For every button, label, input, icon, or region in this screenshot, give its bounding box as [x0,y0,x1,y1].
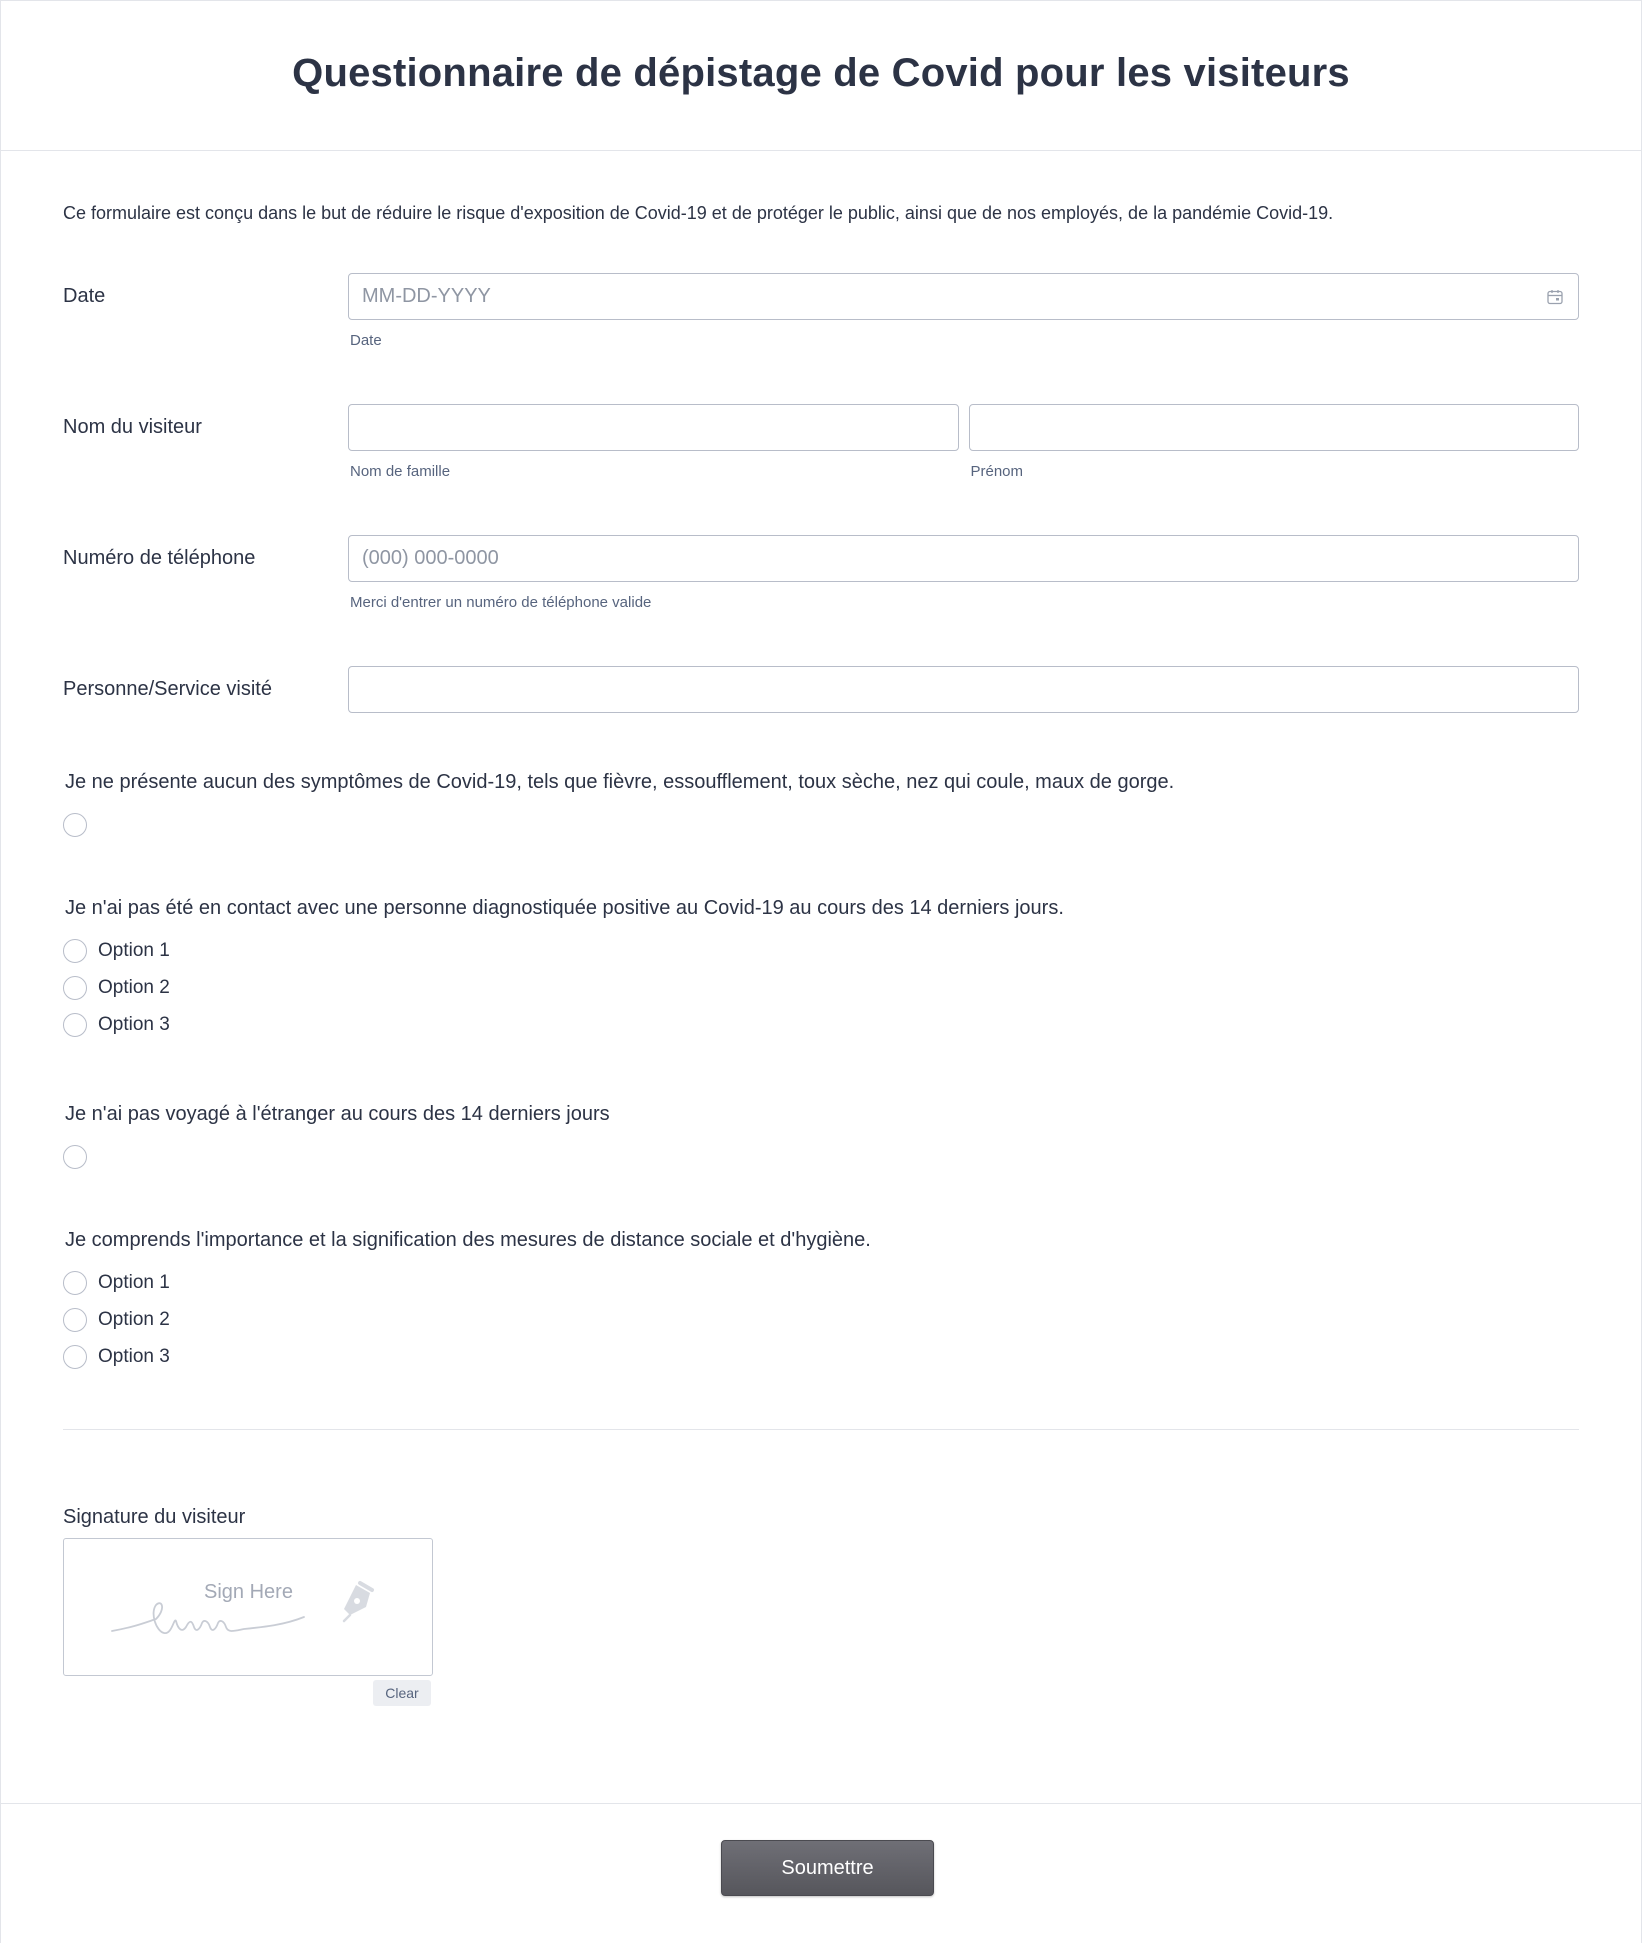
visited-label: Personne/Service visité [63,678,272,700]
date-placeholder: MM-DD-YYYY [362,285,491,307]
question-1 [63,771,1579,843]
question-4-text: Je comprends l'importance et la signification des mesures de distance sociale et d'hygiène. [65,1229,871,1251]
question-2-option-2[interactable] [63,969,1579,1006]
question-1-option[interactable] [63,806,1579,843]
signature-placeholder: Sign Here [204,1581,293,1603]
question-4-option-2[interactable] [63,1301,1579,1338]
visited-field-row [63,666,1579,713]
radio-button[interactable] [63,939,87,963]
phone-placeholder: (000) 000-0000 [362,547,499,569]
question-4 [63,1229,1579,1375]
signature-field [63,1506,1579,1701]
question-3-text: Je n'ai pas voyagé à l'étranger au cours des 14 derniers jours [65,1103,610,1125]
option-label: Option 1 [98,939,170,961]
option-label: Option 2 [98,1308,170,1330]
name-label: Nom du visiteur [63,416,202,438]
date-input[interactable] [348,273,1579,320]
radio-button[interactable] [63,813,87,837]
signature-label: Signature du visiteur [63,1506,246,1528]
form-intro: Ce formulaire est conçu dans le but de réduire le risque d'exposition de Covid-19 et de protéger le public, ainsi que de nos employés, de la pandémie Covid-19. [63,203,1334,223]
question-1-text: Je ne présente aucun des symptômes de Covid-19, tels que fièvre, essoufflement, toux sèche, nez qui coule, maux de gorge. [65,771,1175,793]
phone-sublabel: Merci d'entrer un numéro de téléphone valide [350,594,652,611]
radio-button[interactable] [63,1013,87,1037]
phone-input[interactable] [348,535,1579,582]
radio-button[interactable] [63,1271,87,1295]
phone-label: Numéro de téléphone [63,547,256,569]
form-content [1,201,1641,1701]
section-divider [63,1429,1579,1430]
question-4-option-3[interactable] [63,1338,1579,1375]
form-header [1,1,1641,151]
submit-button[interactable]: Soumettre [721,1840,934,1896]
date-sublabel: Date [350,332,382,349]
pen-nib-icon [336,1579,380,1623]
radio-button[interactable] [63,1345,87,1369]
phone-field-row [63,535,1579,611]
question-3-option[interactable] [63,1138,1579,1175]
last-name-input[interactable] [348,404,959,451]
clear-signature-button[interactable]: Clear [373,1680,431,1706]
radio-button[interactable] [63,1145,87,1169]
form-footer [1,1803,1641,1943]
question-2-option-1[interactable] [63,932,1579,969]
signature-pad[interactable] [63,1538,433,1676]
form-title: Questionnaire de dépistage de Covid pour les visiteurs [292,51,1350,95]
radio-button[interactable] [63,1308,87,1332]
option-label: Option 2 [98,976,170,998]
question-3 [63,1103,1579,1175]
date-field-row [63,273,1579,349]
question-2-text: Je n'ai pas été en contact avec une personne diagnostiquée positive au Covid-19 au cours des 14 derniers jours. [65,897,1064,919]
question-2 [63,897,1579,1043]
visited-input[interactable] [348,666,1579,713]
option-label: Option 3 [98,1013,170,1035]
date-label: Date [63,285,106,307]
option-label: Option 3 [98,1345,170,1367]
option-label: Option 1 [98,1271,170,1293]
radio-button[interactable] [63,976,87,1000]
calendar-icon[interactable] [1546,288,1564,306]
last-name-sublabel: Nom de famille [350,463,451,480]
question-4-option-1[interactable] [63,1264,1579,1301]
first-name-sublabel: Prénom [970,463,1024,480]
first-name-input[interactable] [969,404,1580,451]
question-2-option-3[interactable] [63,1006,1579,1043]
name-field-row [63,404,1579,480]
